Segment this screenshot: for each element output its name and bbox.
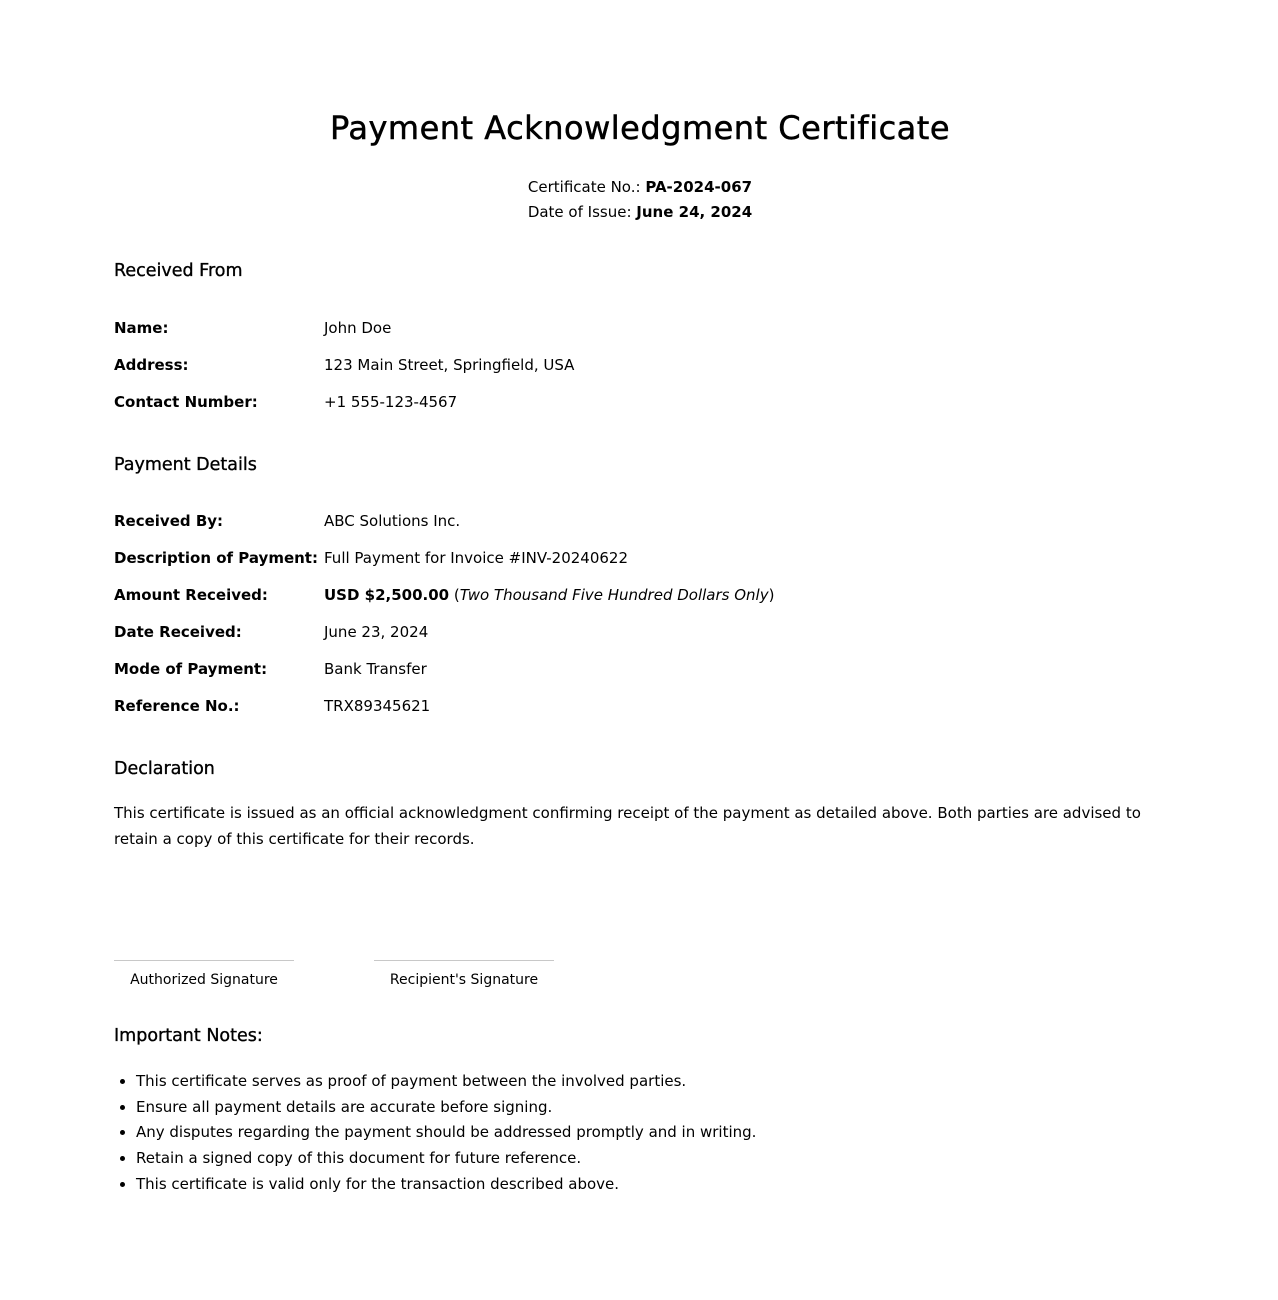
certificate-number-line: [114, 175, 1166, 200]
reference-value: TRX89345621: [324, 697, 431, 715]
payment-details-heading: Payment Details: [114, 455, 257, 475]
important-notes-heading: Important Notes:: [114, 1026, 263, 1046]
list-item: • This certificate is valid only for the transaction described above.: [136, 1172, 756, 1198]
payer-name-label: Name:: [114, 319, 169, 337]
description-row: [114, 546, 1166, 570]
payment-mode-label: Mode of Payment:: [114, 660, 268, 678]
certificate-meta: [114, 175, 1166, 225]
declaration-heading: Declaration: [114, 759, 215, 779]
description-label: Description of Payment:: [114, 549, 318, 567]
payer-contact-row: [114, 390, 1166, 414]
issue-date: June 24, 2024: [636, 203, 753, 221]
received-by-row: [114, 509, 1166, 533]
certificate-number: PA-2024-067: [645, 178, 753, 196]
declaration-text: This certificate is issued as an official acknowledgment confirming receipt of the payment as detailed above. Both parties are advised to retain a copy of this certificate for their records.: [114, 804, 1141, 848]
important-notes-list: [114, 1069, 756, 1198]
list-item: • Ensure all payment details are accurate before signing.: [136, 1095, 756, 1121]
amount-close-paren: ): [768, 586, 775, 604]
payer-name-value: John Doe: [324, 319, 392, 337]
received-from-heading: Received From: [114, 261, 243, 281]
issue-date-label: Date of Issue:: [527, 203, 632, 221]
amount-in-words: Two Thousand Five Hundred Dollars Only: [459, 586, 769, 604]
payment-mode-row: [114, 657, 1166, 681]
payer-contact-label: Contact Number:: [114, 393, 258, 411]
reference-row: [114, 694, 1166, 718]
payer-contact-value: +1 555-123-4567: [324, 393, 458, 411]
payment-mode-value: Bank Transfer: [324, 660, 427, 678]
recipient-signature-line: Recipient's Signature: [374, 960, 554, 990]
date-received-value: June 23, 2024: [324, 623, 429, 641]
amount-value: [324, 583, 774, 607]
amount-label: Amount Received:: [114, 586, 268, 604]
date-received-label: Date Received:: [114, 623, 242, 641]
payer-address-value: 123 Main Street, Springfield, USA: [324, 356, 575, 374]
issue-date-line: [114, 200, 1166, 225]
amount-open-paren: (: [453, 586, 460, 604]
received-by-value: ABC Solutions Inc.: [324, 512, 461, 530]
amount-figure: USD $2,500.00: [324, 586, 450, 604]
received-by-label: Received By:: [114, 512, 224, 530]
page-title: Payment Acknowledgment Certificate: [329, 109, 951, 147]
list-item: • This certificate serves as proof of payment between the involved parties.: [136, 1069, 756, 1095]
reference-label: Reference No.:: [114, 697, 240, 715]
certificate-number-label: Certificate No.:: [527, 178, 641, 196]
amount-row: [114, 583, 1166, 607]
description-value: Full Payment for Invoice #INV-20240622: [324, 549, 628, 567]
list-item: • Any disputes regarding the payment should be addressed promptly and in writing.: [136, 1120, 756, 1146]
authorized-signature-line: Authorized Signature: [114, 960, 294, 990]
date-received-row: [114, 620, 1166, 644]
payer-address-row: [114, 353, 1166, 377]
list-item: • Retain a signed copy of this document for future reference.: [136, 1146, 756, 1172]
payer-address-label: Address:: [114, 356, 189, 374]
payer-name-row: [114, 316, 1166, 340]
